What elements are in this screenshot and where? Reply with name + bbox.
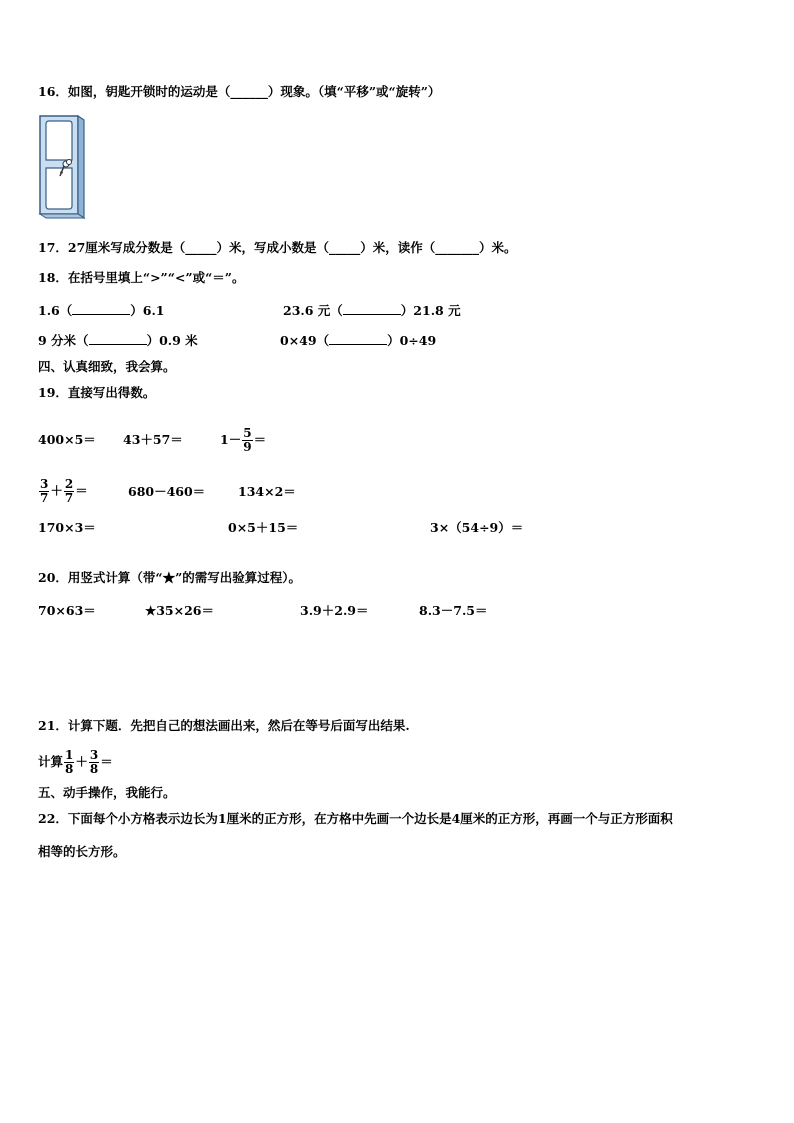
answer-blank[interactable]	[89, 333, 147, 345]
vertical-calc-item: 8.3－7.5＝	[419, 603, 488, 618]
calc-item: 0×5＋15＝	[228, 520, 299, 535]
calc-prefix: 计算	[38, 754, 64, 769]
plus-sign: ＋	[50, 483, 63, 498]
denominator: 8	[65, 762, 74, 776]
answer-blank[interactable]	[329, 333, 387, 345]
compare-left: 9 分米（	[38, 333, 89, 348]
equals-sign: ＝	[253, 432, 267, 447]
denominator: 9	[243, 440, 252, 454]
question-21-title: 21．计算下题．先把自己的想法画出来，然后在等号后面写出结果.	[38, 718, 410, 733]
question-20-title: 20．用竖式计算（带“★”的需写出验算过程）。	[38, 570, 302, 585]
question-22-line-1: 22．下面每个小方格表示边长为1厘米的正方形，在方格中先画一个边长是4厘米的正方形，再画一个与正方形面积	[38, 811, 673, 826]
question-21-expression	[38, 747, 113, 777]
calc-item: 43＋57＝	[123, 432, 183, 447]
answer-blank[interactable]	[72, 303, 130, 315]
calc-item: 3×（54÷9）＝	[430, 520, 524, 535]
section-4-heading: 四、认真细致，我会算。	[38, 359, 176, 374]
question-22-line-2: 相等的长方形。	[38, 844, 126, 859]
compare-right: ）0.9 米	[146, 333, 198, 348]
compare-left: 23.6 元（	[283, 303, 343, 318]
denominator: 7	[40, 491, 49, 505]
calc-prefix: 1－	[220, 432, 242, 447]
vertical-calc-item: ★35×26＝	[145, 603, 214, 618]
question-17: 17．27厘米写成分数是（_____）米，写成小数是（_____）米，读作（_______）米。	[38, 240, 517, 255]
compare-left: 1.6（	[38, 303, 73, 318]
calc-item: 170×3＝	[38, 520, 96, 535]
numerator: 3	[89, 748, 99, 762]
compare-right: ）21.8 元	[400, 303, 461, 318]
vertical-calc-item: 70×63＝	[38, 603, 96, 618]
calc-item: 400×5＝	[38, 432, 96, 447]
vertical-calc-item: 3.9＋2.9＝	[300, 603, 369, 618]
calc-item-fraction	[38, 476, 88, 506]
plus-sign: ＋	[75, 754, 88, 769]
calc-item-fraction	[220, 425, 266, 455]
fraction	[64, 478, 74, 505]
question-18-title: 18．在括号里填上“>”“<”或“＝”。	[38, 270, 245, 285]
denominator: 7	[64, 491, 74, 505]
question-19-title: 19．直接写出得数。	[38, 385, 156, 400]
equals-sign: ＝	[100, 754, 113, 769]
compare-item	[38, 303, 165, 319]
denominator: 8	[89, 762, 99, 776]
section-5-heading: 五、动手操作，我能行。	[38, 785, 176, 800]
numerator: 3	[40, 477, 49, 491]
compare-right: ）0÷49	[387, 333, 437, 348]
answer-blank[interactable]	[343, 303, 401, 315]
numerator: 2	[64, 477, 74, 491]
compare-left: 0×49（	[280, 333, 330, 348]
fraction	[89, 749, 99, 776]
door-key-illustration	[38, 114, 88, 220]
question-16: 16．如图，钥匙开锁时的运动是（______）现象。（填“平移”或“旋转”）	[38, 84, 441, 99]
numerator: 1	[65, 748, 74, 762]
fraction	[64, 749, 74, 776]
fraction	[242, 427, 252, 454]
numerator: 5	[243, 426, 252, 440]
compare-right: ）6.1	[130, 303, 165, 318]
calc-item: 134×2＝	[238, 484, 296, 499]
equals-sign: ＝	[75, 483, 88, 498]
calc-item: 680－460＝	[128, 484, 206, 499]
compare-item	[283, 303, 461, 319]
fraction	[39, 478, 49, 505]
compare-item	[38, 333, 198, 349]
compare-item	[280, 333, 436, 349]
